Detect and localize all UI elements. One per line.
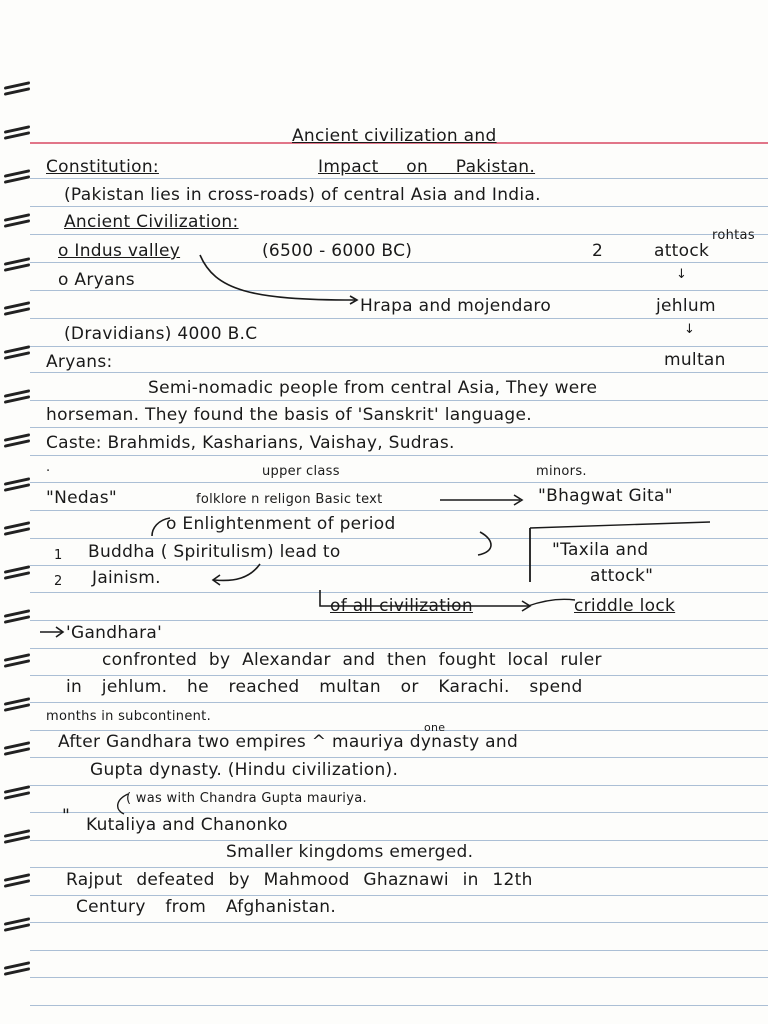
jehlum-label: jehlum xyxy=(656,296,716,316)
vedas-label: "Nedas" xyxy=(46,488,117,508)
semi-nomadic-line: Semi-nomadic people from central Asia, They were xyxy=(148,378,598,398)
bhagwat-gita-label: "Bhagwat Gita" xyxy=(538,486,673,506)
ancient-civilization-heading: Ancient Civilization: xyxy=(64,212,239,232)
kutaliya-line: Kutaliya and Chanonko xyxy=(86,815,288,835)
century-line: Century from Afghanistan. xyxy=(76,897,337,917)
enlightenment-label: o Enlightenment of period xyxy=(166,514,396,534)
jehlum-multan-line: in jehlum. he reached multan or Karachi. spend xyxy=(66,677,583,697)
aryans-item: o Aryans xyxy=(58,270,135,290)
minors-label: minors. xyxy=(536,464,587,479)
title-line-2: Impact on Pakistan. xyxy=(318,157,536,177)
constitution-label: Constitution: xyxy=(46,157,159,177)
gandhara-label: 'Gandhara' xyxy=(66,623,163,643)
quote-mark: " xyxy=(62,806,71,826)
one-annotation: one xyxy=(424,721,446,734)
multan-label: multan xyxy=(664,350,726,370)
down-arrow-icon: ↓ xyxy=(676,267,688,282)
number-two-b: 2 xyxy=(54,574,63,589)
all-civilization-label: of all civilization xyxy=(330,596,473,616)
criddle-lock-label: criddle lock xyxy=(574,596,676,616)
caste-line: Caste: Brahmids, Kasharians, Vaishay, Sudras. xyxy=(46,433,455,453)
chandra-gupta-line: ( was with Chandra Gupta mauriya. xyxy=(126,791,367,806)
upper-class-label: upper class xyxy=(262,464,340,479)
gupta-line: Gupta dynasty. (Hindu civilization). xyxy=(90,760,399,780)
aryans-heading: Aryans: xyxy=(46,352,113,372)
number-one: 1 xyxy=(54,548,63,563)
attock-quote-label: attock" xyxy=(590,566,654,586)
hrapa-mojendaro: Hrapa and mojendaro xyxy=(360,296,552,316)
taxila-label: "Taxila and xyxy=(552,540,649,560)
horseman-line: horseman. They found the basis of 'Sanskrit' language. xyxy=(46,405,532,425)
smaller-kingdoms-line: Smaller kingdoms emerged. xyxy=(226,842,474,862)
number-two: 2 xyxy=(592,241,604,261)
buddha-line: Buddha ( Spiritulism) lead to xyxy=(88,542,341,562)
title-line-1: Ancient civilization and xyxy=(292,126,497,146)
attock-label: attock xyxy=(654,241,710,261)
dot-mark: . xyxy=(46,460,51,475)
dravidians-line: (Dravidians) 4000 B.C xyxy=(64,324,258,344)
down-arrow-icon: ↓ xyxy=(684,322,696,337)
jainism-label: Jainism. xyxy=(92,568,161,588)
folklore-label: folklore n religon Basic text xyxy=(196,492,383,507)
indus-valley-item: o Indus valley xyxy=(58,241,181,261)
months-line: months in subcontinent. xyxy=(46,709,212,724)
margin-rohtas: rohtas xyxy=(712,228,755,243)
confronted-line: confronted by Alexandar and then fought local ruler xyxy=(102,650,602,670)
indus-dates: (6500 - 6000 BC) xyxy=(262,241,413,261)
after-gandhara-line: After Gandhara two empires ^ mauriya dynasty and xyxy=(58,732,519,752)
pakistan-crossroads-line: (Pakistan lies in cross-roads) of central Asia and India. xyxy=(64,185,541,205)
rajput-line: Rajput defeated by Mahmood Ghaznawi in 12th xyxy=(66,870,533,890)
